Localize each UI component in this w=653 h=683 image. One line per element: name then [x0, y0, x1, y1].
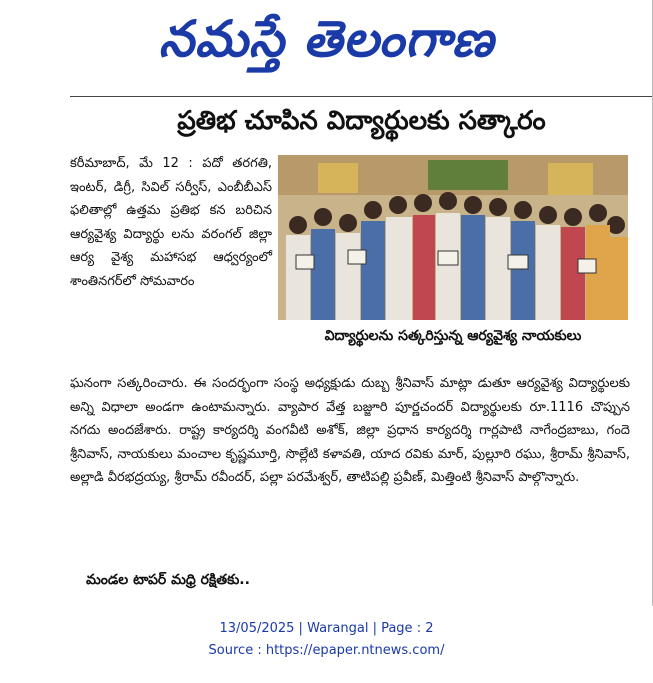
footer-date-edition: 13/05/2025 | Warangal | Page : 2: [219, 621, 434, 636]
source-footer: [0, 618, 653, 662]
article-body: [70, 372, 630, 490]
article-subhead: మండల టాపర్ మధ్రి రక్షితకు..: [86, 572, 250, 588]
cut-off-text-line: [70, 596, 630, 604]
headline-rule: [70, 96, 653, 97]
footer-source-url[interactable]: Source : https://epaper.ntnews.com/: [208, 643, 445, 658]
article-left-column: [70, 152, 272, 293]
masthead-title: నమస్తే తెలంగాణ: [158, 10, 495, 68]
article-body-text: ఘనంగా సత్కరించారు. ఈ సందర్భంగా సంస్థ అధ్యక్షుడు దుబ్బ శ్రీనివాస్ మాట్లా డుతూ ఆర్యవైశ్య విద్యార్థులకు అన్ని విధాలా అండగా ఉంటామన్నారు. వ్యాపార వేత్త బజ్జూరి పూర్ణచందర్ విద్యార్థులకు రూ.1116 చొప్పున నగదు అందజేశారు. రాష్ట్ర కార్యదర్శి వంగవీటి అశోక్, జిల్లా ప్రధాన కార్యదర్శి గార్లపాటి నాగేంద్రబాబు, గందె శ్రీనివాస్, నాయకులు మంచాల కృష్ణమూర్తి, సొల్లేటి కళావతి, యాద రవికు మార్, పుల్లూరి రఘు, శ్రీరామ్ శ్రీనివాస్, అల్లాడి వీరభద్రయ్య, శ్రీరామ్ రవీందర్, పల్లా పరమేశ్వర్, తాటిపల్లి ప్రవీణ్, మిత్తింటి శ్రీనివాస్ పాల్గొన్నారు.: [70, 376, 630, 485]
article-headline: ప్రతిభ చూపిన విద్యార్థులకు సత్కారం: [177, 106, 546, 136]
article-dateline: కరీమాబాద్, మే 12 :: [70, 156, 193, 171]
photo-caption: విద్యార్థులను సత్కరిస్తున్న ఆర్యవైశ్య నాయకులు: [324, 328, 582, 344]
article-photo: [278, 155, 628, 320]
group-photo-illustration: [278, 155, 628, 320]
newspaper-masthead: [0, 4, 653, 74]
article-intro-text: పదో తరగతి, ఇంటర్, డిగ్రీ, సివిల్ సర్వీస్, ఎంబీబీఎస్ ఫలితాల్లో ఉత్తమ ప్రతిభ కన బరిచిన ఆర్యవైశ్య విద్యార్థు లను వరంగల్ జిల్లా ఆర్య వైశ్య మహాసభ ఆధ్వర్యంలో శాంతినగర్‌లో సోమవారం: [70, 156, 272, 289]
